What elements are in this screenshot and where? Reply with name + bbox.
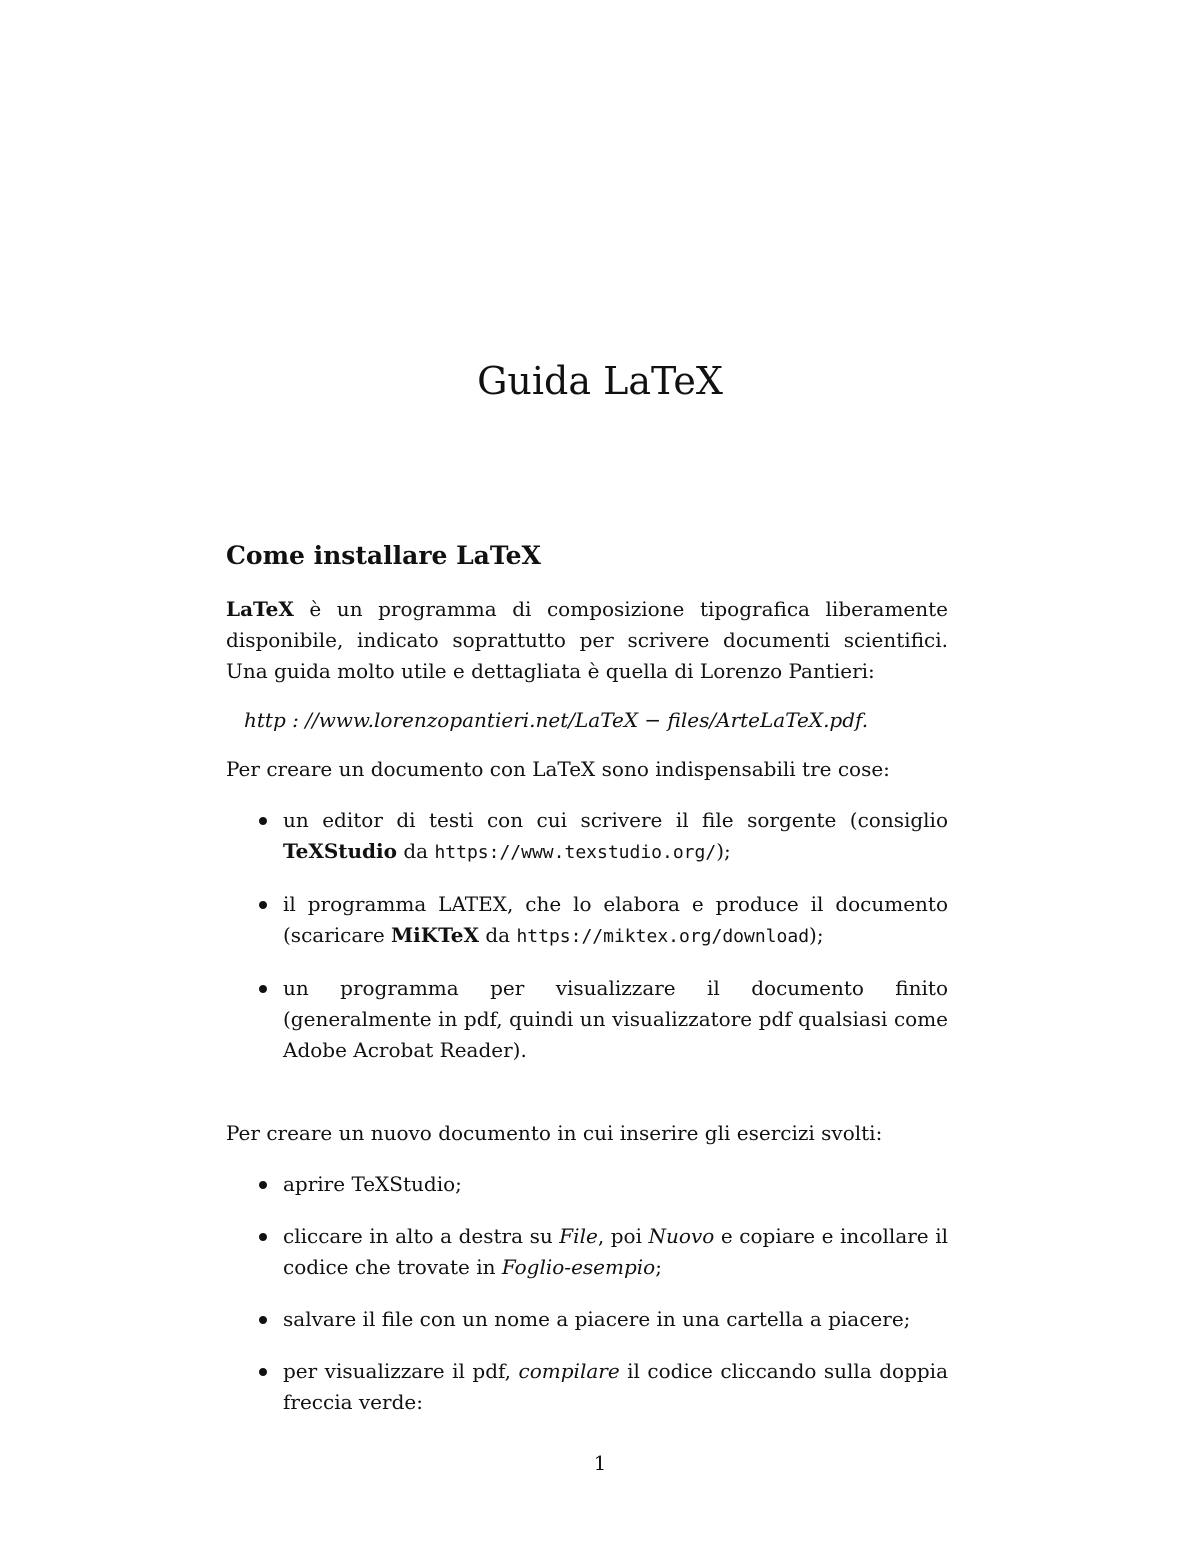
bullet-icon bbox=[259, 817, 267, 825]
item-text: il codice cliccando sulla doppia freccia verde: bbox=[283, 1359, 949, 1414]
list-item bbox=[226, 889, 948, 952]
item-text: un programma per visualizzare il documento finito (generalmente in pdf, quindi un visualizzatore pdf qualsiasi come Adobe Acrobat Reader). bbox=[283, 976, 948, 1062]
bullet-icon bbox=[259, 985, 267, 993]
item-text: ); bbox=[716, 839, 731, 863]
item-text: e copiare e incollare il codice che trovate in bbox=[283, 1224, 949, 1279]
section-heading: Come installare LaTeX bbox=[226, 541, 541, 570]
item-text: ); bbox=[809, 923, 824, 947]
compilare-term: compilare bbox=[518, 1359, 620, 1383]
list-item bbox=[226, 1169, 948, 1200]
nuovo-term: Nuovo bbox=[648, 1224, 715, 1248]
requirements-list bbox=[226, 805, 948, 1066]
requirements-intro: Per creare un documento con LaTeX sono indispensabili tre cose: bbox=[226, 757, 890, 781]
bullet-icon bbox=[259, 901, 267, 909]
texstudio-link[interactable]: https://www.texstudio.org/ bbox=[434, 842, 717, 863]
item-text: da bbox=[478, 923, 517, 947]
list-item bbox=[226, 973, 948, 1066]
item-text: , poi bbox=[597, 1224, 649, 1248]
item-text: il programma LATEX, che lo elabora e produce il documento (scaricare bbox=[283, 892, 948, 947]
bullet-icon bbox=[259, 1233, 267, 1241]
document-title: Guida LaTeX bbox=[477, 359, 723, 403]
texstudio-bold: TeXStudio bbox=[283, 839, 397, 863]
list-item bbox=[226, 805, 948, 868]
page-number: 1 bbox=[593, 1451, 607, 1475]
bullet-icon bbox=[259, 1181, 267, 1189]
intro-text: è un programma di composizione tipografica liberamente disponibile, indicato soprattutto per scrivere documenti scientifici. Una guida molto utile e dettagliata è quella di Lorenzo Pantieri: bbox=[226, 597, 948, 683]
list-item bbox=[226, 1221, 948, 1283]
foglio-esempio-term: Foglio-esempio bbox=[501, 1255, 656, 1279]
miktex-bold: MiKTeX bbox=[391, 923, 479, 947]
miktex-link[interactable]: https://miktex.org/download bbox=[516, 926, 810, 947]
item-text: cliccare in alto a destra su bbox=[283, 1224, 560, 1248]
steps-list bbox=[226, 1169, 948, 1418]
guide-url: http : //www.lorenzopantieri.net/LaTeX − files/ArteLaTeX.pdf. bbox=[244, 708, 869, 732]
list-item bbox=[226, 1304, 948, 1335]
item-text: da bbox=[396, 839, 435, 863]
item-text: un editor di testi con cui scrivere il file sorgente (consiglio bbox=[283, 808, 948, 832]
item-text: salvare il file con un nome a piacere in una cartella a piacere; bbox=[283, 1307, 911, 1331]
latex-bold-term: LaTeX bbox=[226, 597, 294, 621]
file-menu-term: File bbox=[559, 1224, 598, 1248]
item-text: per visualizzare il pdf, bbox=[283, 1359, 519, 1383]
item-text: aprire TeXStudio; bbox=[283, 1172, 462, 1196]
intro-paragraph bbox=[226, 594, 948, 687]
bullet-icon bbox=[259, 1316, 267, 1324]
item-text: ; bbox=[655, 1255, 662, 1279]
steps-intro: Per creare un nuovo documento in cui inserire gli esercizi svolti: bbox=[226, 1121, 883, 1145]
document-body bbox=[226, 538, 948, 1439]
bullet-icon bbox=[259, 1368, 267, 1376]
list-item bbox=[226, 1356, 948, 1418]
